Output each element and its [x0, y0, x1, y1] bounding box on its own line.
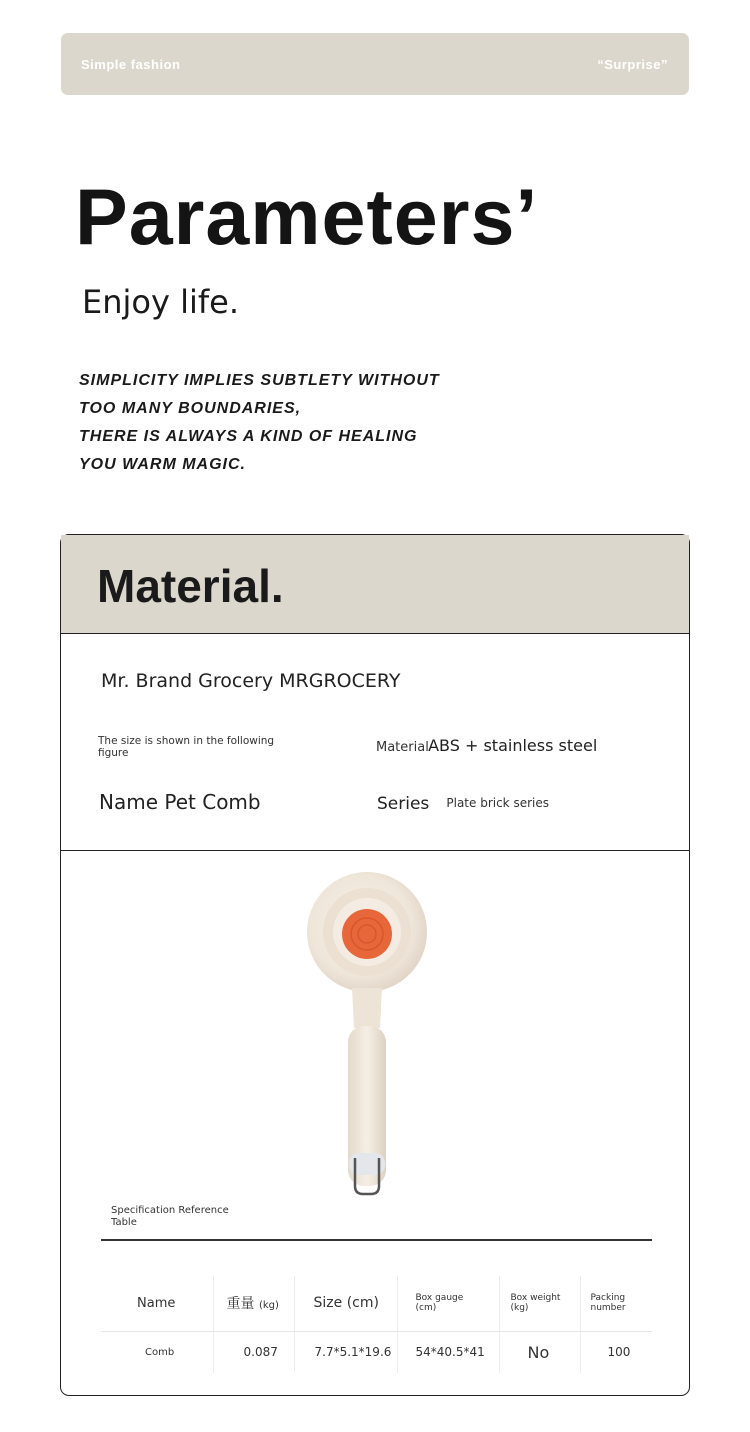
quote-line: THERE IS ALWAYS A KIND OF HEALING: [79, 428, 418, 445]
spec-header-cell: Packing number: [580, 1276, 652, 1331]
material-card: [60, 534, 690, 1396]
size-note: The size is shown in the following figure: [98, 735, 275, 759]
spec-header-row: [101, 1276, 652, 1331]
page-subtitle: Enjoy life.: [82, 283, 239, 321]
spec-cell: No: [499, 1331, 580, 1373]
quote-line: SIMPLICITY IMPLIES SUBTLETY WITHOUT: [79, 372, 440, 389]
spec-table: [101, 1276, 652, 1373]
material-row: [376, 736, 597, 755]
name-value: Pet Comb: [164, 790, 261, 814]
comb-button: [342, 909, 392, 959]
series-label: Series: [377, 794, 430, 814]
spec-header-weight: 重量: [226, 1296, 255, 1313]
series-row: [377, 794, 549, 814]
product-info: [61, 634, 689, 851]
name-row: [99, 790, 261, 814]
spec-header-cell: Box gauge (cm): [397, 1276, 499, 1331]
material-title: Material.: [97, 560, 284, 612]
material-label: Material: [376, 740, 429, 755]
material-value: ABS + stainless steel: [428, 736, 598, 755]
pet-comb-image: [297, 868, 437, 1198]
spec-cell: 100: [607, 1345, 631, 1360]
spec-header-cell: [213, 1276, 294, 1331]
banner-left-text: Simple fashion: [81, 57, 181, 72]
spec-cell: 7.7*5.1*19.6: [294, 1331, 397, 1373]
spec-cell: 54*40.5*41: [397, 1331, 499, 1373]
tagline-quote: [79, 370, 499, 482]
quote-line: YOU WARM MAGIC.: [79, 456, 246, 473]
quote-line: TOO MANY BOUNDARIES,: [79, 400, 302, 417]
spec-header-weight-unit: (kg): [258, 1300, 279, 1312]
spec-cell: Comb: [101, 1331, 213, 1373]
spec-header-cell: Box weight (kg): [499, 1276, 580, 1331]
brand-name: Mr. Brand Grocery MRGROCERY: [101, 670, 401, 692]
spec-cell: 0.087: [213, 1331, 294, 1373]
spec-caption: Specification Reference Table: [111, 1205, 229, 1228]
material-card-header: [61, 535, 689, 634]
spec-header-cell: Size (cm): [294, 1276, 397, 1331]
name-label: Name: [99, 790, 159, 814]
banner-right-text: “Surprise”: [597, 57, 668, 72]
page-title: Parameters’: [75, 172, 539, 261]
comb-neck: [352, 988, 382, 1028]
top-banner: [61, 33, 689, 95]
series-value: Plate brick series: [446, 796, 549, 810]
spec-header-cell: Name: [101, 1276, 213, 1331]
table-row: [101, 1331, 652, 1373]
spec-divider: [101, 1239, 652, 1241]
